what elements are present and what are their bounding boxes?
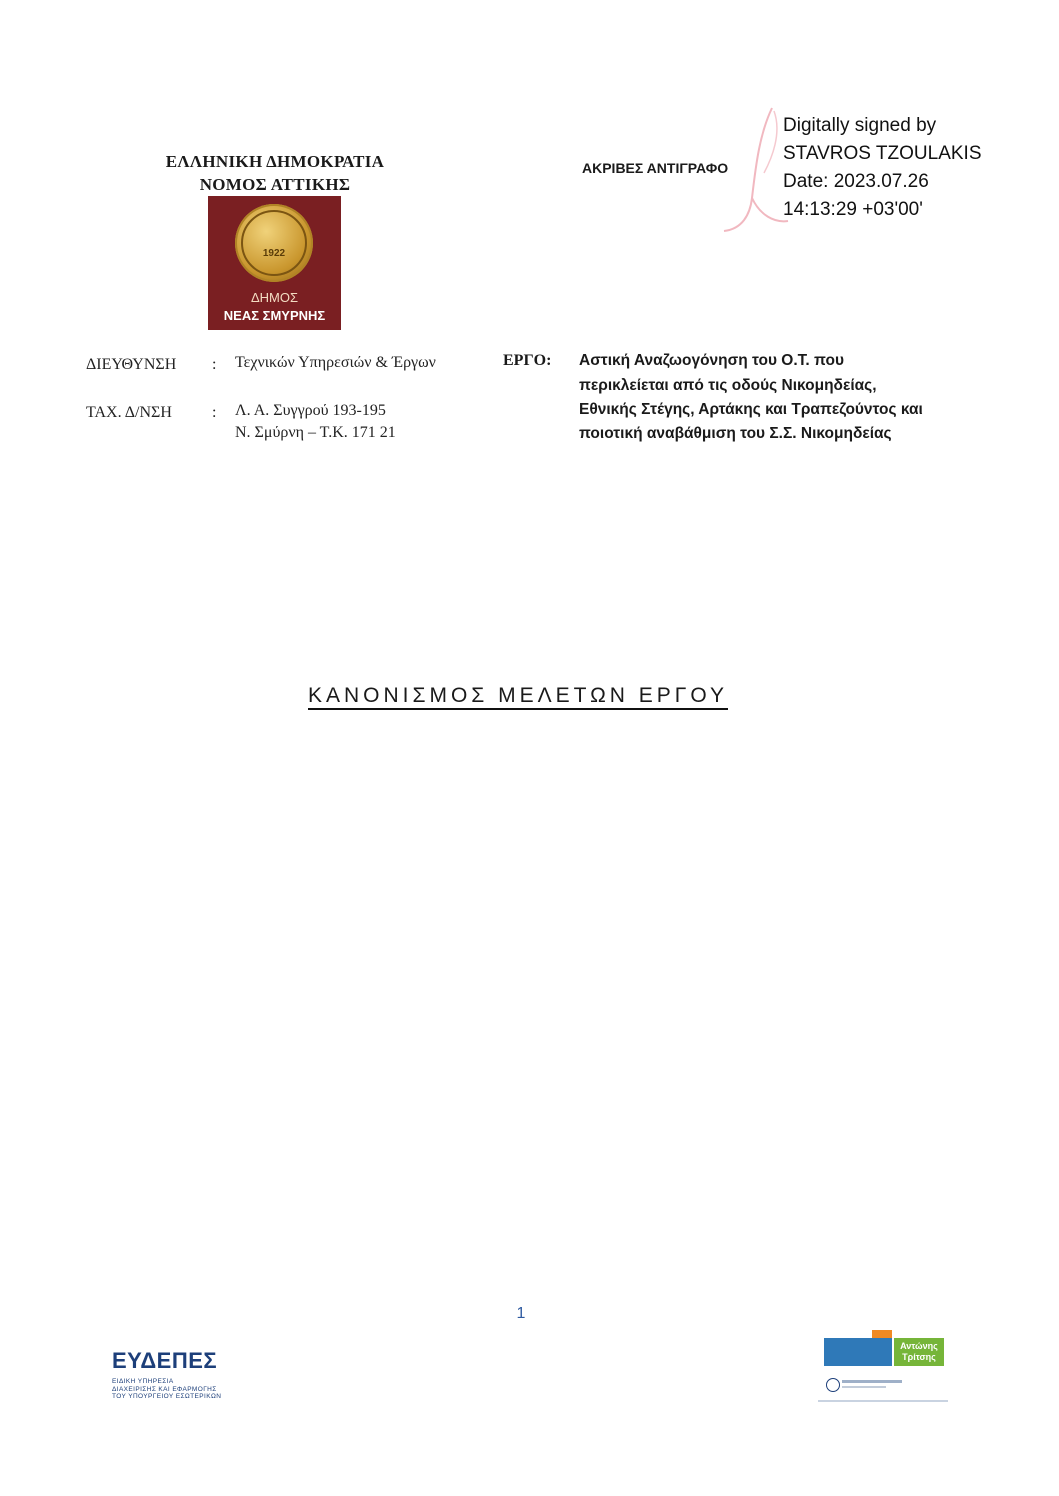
project-line-1: Αστική Αναζωογόνηση του Ο.Τ. που (579, 352, 844, 369)
eydepes-sub-3: ΤΟΥ ΥΠΟΥΡΓΕΙΟΥ ΕΣΩΤΕΡΙΚΩΝ (112, 1393, 222, 1400)
eydepes-sub-1: ΕΙΔΙΚΗ ΥΠΗΡΕΣΙΑ (112, 1378, 174, 1385)
address-colon: : (212, 404, 217, 421)
address-line-2: Ν. Σμύρνη – Τ.Κ. 171 21 (235, 424, 396, 441)
page-number: 1 (516, 1305, 526, 1322)
coin-emblem-icon (235, 204, 313, 282)
project-line-4: ποιοτική αναβάθμιση του Σ.Σ. Νικομηδείας (579, 425, 892, 442)
document-title-text: ΚΑΝΟΝΙΣΜΟΣ ΜΕΛΕΤΩΝ ΕΡΓΟΥ (308, 684, 728, 710)
project-line-2: περικλείεται από τις οδούς Νικομηδείας, (579, 377, 877, 394)
document-title (0, 684, 1036, 708)
program-tag-icon (872, 1330, 892, 1338)
signature-line-2: STAVROS TZOULAKIS (783, 143, 982, 164)
logo-demos: ΔΗΜΟΣ (250, 290, 299, 305)
eydepes-name: ΕΥΔΕΠΕΣ (112, 1348, 218, 1373)
true-copy-stamp: ΑΚΡΙΒΕΣ ΑΝΤΙΓΡΑΦΟ (582, 160, 729, 176)
hellenic-emblem-icon (826, 1378, 840, 1392)
direction-value: Τεχνικών Υπηρεσιών & Έργων (235, 354, 436, 371)
program-name: Αντώνης Τρίτσης (894, 1338, 944, 1366)
header-republic: ΕΛΛΗΝΙΚΗ ΔΗΜΟΚΡΑΤΙΑ (165, 152, 385, 171)
header-prefecture: ΝΟΜΟΣ ΑΤΤΙΚΗΣ (199, 175, 351, 194)
signature-line-1: Digitally signed by (783, 115, 937, 136)
program-blue-block-icon (824, 1338, 892, 1366)
signature-line-4: 14:13:29 +03'00' (783, 199, 923, 220)
address-line-1: Λ. Α. Συγγρού 193-195 (235, 402, 386, 419)
direction-label: ΔΙΕΥΘΥΝΣΗ (86, 356, 177, 373)
logo-year: 1922 (262, 248, 286, 259)
municipality-logo (208, 196, 341, 330)
project-line-3: Εθνικής Στέγης, Αρτάκης και Τραπεζούντος και (579, 401, 923, 418)
eydepes-logo (112, 1348, 221, 1401)
signature-mark-icon (712, 103, 792, 238)
direction-colon: : (212, 356, 217, 373)
address-label: ΤΑΧ. Δ/ΝΣΗ (86, 404, 172, 421)
logo-municipality-name: ΝΕΑΣ ΣΜΥΡΝΗΣ (223, 308, 326, 323)
eydepes-sub-2: ΔΙΑΧΕΙΡΙΣΗΣ ΚΑΙ ΕΦΑΡΜΟΓΗΣ (112, 1385, 217, 1393)
signature-line-3: Date: 2023.07.26 (783, 171, 929, 192)
project-label: ΕΡΓΟ: (503, 352, 552, 369)
